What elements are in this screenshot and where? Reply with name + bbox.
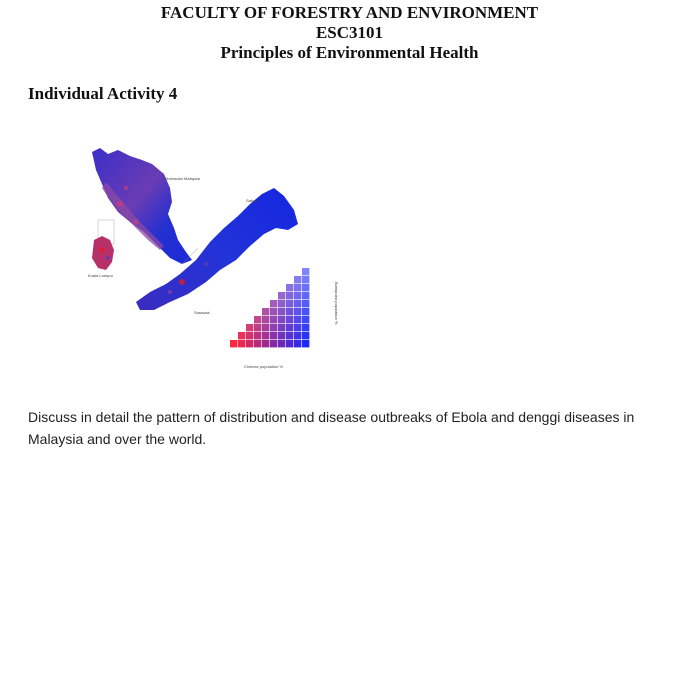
legend-cell <box>286 316 293 323</box>
legend-y-axis-label: Bumiputra population % <box>334 282 339 325</box>
legend-cell <box>302 316 309 323</box>
legend-cell <box>238 340 245 347</box>
legend-cell <box>294 324 301 331</box>
activity-question: Discuss in detail the pattern of distribution and disease outbreaks of Ebola and denggi diseases in Malaysia and over the world. <box>28 409 635 447</box>
legend-cell <box>294 276 301 283</box>
legend-cell <box>302 276 309 283</box>
legend-cell <box>270 308 277 315</box>
legend-cell <box>286 308 293 315</box>
legend-cell <box>294 292 301 299</box>
legend-cell <box>254 332 261 339</box>
legend-cell <box>246 324 253 331</box>
legend-cell <box>286 332 293 339</box>
legend-cell <box>286 292 293 299</box>
legend-cell <box>302 284 309 291</box>
legend-cell <box>302 324 309 331</box>
legend-cell <box>270 316 277 323</box>
legend-cell <box>262 324 269 331</box>
label-sabah: Sabah <box>246 198 258 203</box>
legend-cell <box>278 316 285 323</box>
faculty-title: FACULTY OF FORESTRY AND ENVIRONMENT <box>160 3 539 22</box>
malaysia-population-map <box>78 142 338 374</box>
legend-cell <box>302 332 309 339</box>
legend-cell <box>246 332 253 339</box>
course-code: ESC3101 <box>315 23 384 42</box>
activity-title: Individual Activity 4 <box>28 84 178 103</box>
legend-cell <box>302 340 309 347</box>
legend-cell <box>294 340 301 347</box>
legend-cell <box>270 324 277 331</box>
legend-cell <box>278 340 285 347</box>
legend-cell <box>270 332 277 339</box>
legend-cell <box>230 340 237 347</box>
legend-cell <box>254 324 261 331</box>
legend-cell <box>294 308 301 315</box>
legend-cell <box>294 284 301 291</box>
legend-cell <box>270 340 277 347</box>
legend-cell <box>286 284 293 291</box>
legend-cell <box>278 300 285 307</box>
legend-cell <box>278 324 285 331</box>
legend-cell <box>286 300 293 307</box>
legend-cell <box>294 316 301 323</box>
legend-cell <box>278 332 285 339</box>
legend-cell <box>278 308 285 315</box>
legend-cell <box>278 292 285 299</box>
map-svg <box>78 142 338 374</box>
legend-cell <box>294 300 301 307</box>
legend-cell <box>254 340 261 347</box>
legend-cell <box>262 340 269 347</box>
legend-cell <box>262 332 269 339</box>
legend-cell <box>294 332 301 339</box>
label-peninsular: Peninsular Malaysia <box>164 176 200 181</box>
label-sarawak: Sarawak <box>194 310 210 315</box>
legend-cell <box>262 316 269 323</box>
legend-cell <box>302 308 309 315</box>
legend-cell <box>254 316 261 323</box>
course-title: Principles of Environmental Health <box>220 43 479 62</box>
legend-cell <box>302 292 309 299</box>
legend-x-axis-label: Chinese population % <box>244 364 283 369</box>
legend-cell <box>302 268 309 275</box>
legend-cell <box>262 308 269 315</box>
legend-cell <box>286 324 293 331</box>
legend-cell <box>238 332 245 339</box>
bivariate-legend <box>230 268 309 347</box>
kuala-lumpur-inset <box>92 236 114 270</box>
legend-cell <box>286 340 293 347</box>
legend-cell <box>246 340 253 347</box>
legend-cell <box>270 300 277 307</box>
label-kuala-lumpur: Kuala Lumpur <box>88 273 113 278</box>
legend-cell <box>302 300 309 307</box>
